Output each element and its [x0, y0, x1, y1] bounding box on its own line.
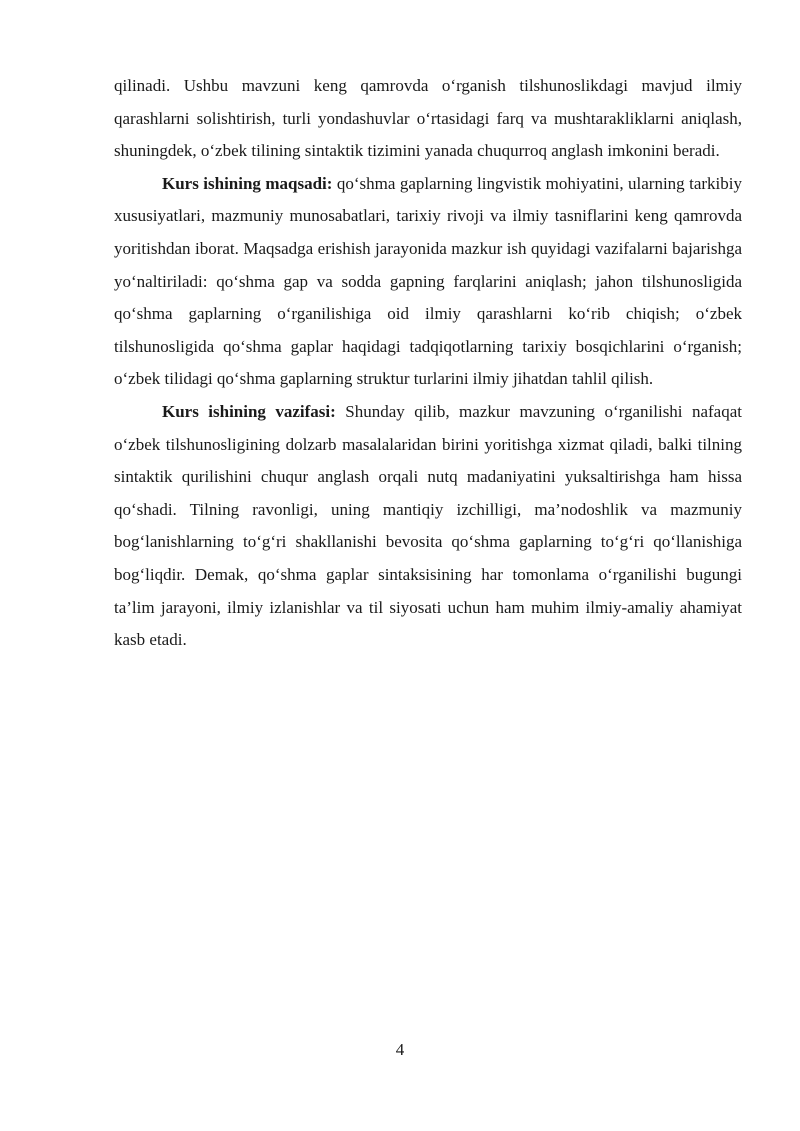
document-body	[114, 70, 742, 657]
paragraph-text: qo‘shma gaplarning lingvistik mohiyatini, ularning tarkibiy xususiyatlari, mazmuniy munosabatlari, tarixiy rivoji va ilmiy tasniflarini keng qamrovda yoritishdan iborat. Maqsadga erishish jarayonida mazkur ish quyidagi vazifalarni bajarishga yo‘naltiriladi: qo‘shma gap va sodda gapning farqlarini aniqlash; jahon tilshunosligida qo‘shma gaplarning o‘rganilishiga oid ilmiy qarashlarni ko‘rib chiqish; o‘zbek tilshunosligida qo‘shma gaplar haqidagi tadqiqotlarning tarixiy bosqichlarini o‘rganish; o‘zbek tilidagi qo‘shma gaplarning struktur turlarini ilmiy jihatdan tahlil qilish.	[114, 173, 742, 389]
paragraph-goal	[114, 168, 742, 396]
page-number: 4	[395, 1040, 405, 1059]
paragraph-tasks	[114, 396, 742, 657]
paragraph-heading-goal: Kurs ishining maqsadi:	[162, 173, 333, 193]
paragraph-text: qilinadi. Ushbu mavzuni keng qamrovda o‘rganish tilshunoslikdagi mavjud ilmiy qarashlarni solishtirish, turli yondashuvlar o‘rtasidagi farq va mushtarakliklarni aniqlash, shuningdek, o‘zbek tilining sintaktik tizimini yanada chuqurroq anglash imkonini beradi.	[114, 76, 742, 161]
paragraph-text: Shunday qilib, mazkur mavzuning o‘rganilishi nafaqat o‘zbek tilshunosligining dolzarb masalalaridan birini yoritishga xizmat qiladi, balki tilning sintaktik qurilishini chuqur anglash orqali nutq madaniyatini yuksaltirishga ham hissa qo‘shadi. Tilning ravonligi, uning mantiqiy izchilligi, ma’nodoshlik va mazmuniy bog‘lanishlarning to‘g‘ri shakllanishi bevosita qo‘shma gaplarning to‘g‘ri qo‘llanishiga bog‘liqdir. Demak, qo‘shma gaplar sintaksisining har tomonlama o‘rganilishi bugungi ta’lim jarayoni, ilmiy izlanishlar va til siyosati uchun ham muhim ilmiy-amaliy ahamiyat kasb etadi.	[114, 401, 742, 650]
paragraph-continuation	[114, 70, 742, 168]
paragraph-heading-tasks: Kurs ishining vazifasi:	[162, 401, 336, 421]
